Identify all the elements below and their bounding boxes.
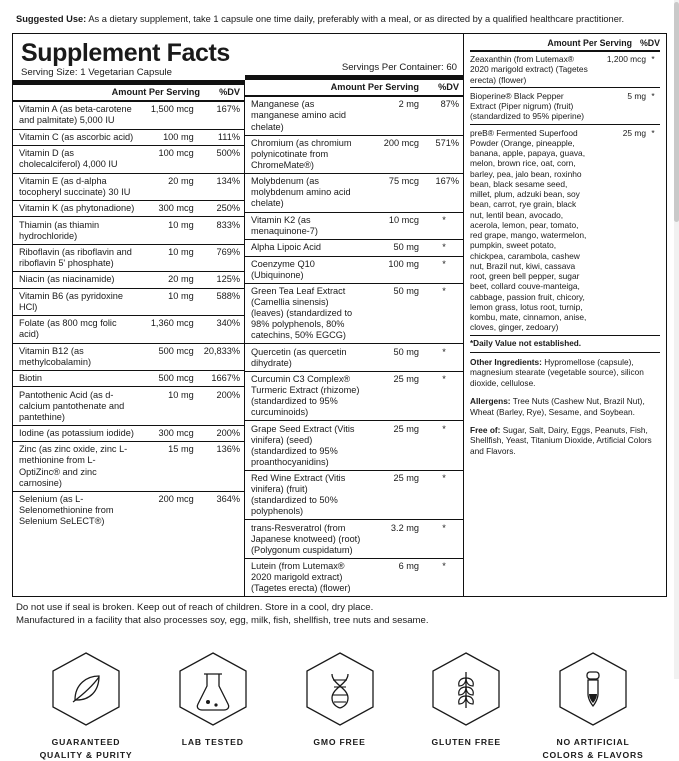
nutrient-name: Vitamin E (as d-alpha tocopheryl succinate) 30 IU <box>13 173 140 200</box>
nutrient-dv: 136% <box>198 442 244 492</box>
nutrient-name: Vitamin B12 (as methylcobalamin) <box>13 343 140 370</box>
footer-line-2: Manufactured in a facility that also processes soy, egg, milk, fish, shellfish, tree nuts and sesame. <box>16 615 429 627</box>
nutrient-name: Vitamin K2 (as menaquinone-7) <box>245 212 365 239</box>
nutrient-dv: 200% <box>198 425 244 441</box>
table-row <box>245 240 463 256</box>
nutrient-dv: 250% <box>198 200 244 216</box>
nutrient-name: Vitamin B6 (as pyridoxine HCl) <box>13 288 140 315</box>
badge-no-artificial <box>537 650 649 761</box>
nutrient-name: Biotin <box>13 370 140 386</box>
nutrient-amount: 300 mcg <box>140 425 198 441</box>
column-c-header-row <box>470 38 660 50</box>
column-b-header-row <box>245 80 463 95</box>
page-title: Supplement Facts <box>21 38 230 67</box>
allergens-text: Tree Nuts (Cashew Nut, Brazil Nut), Wheat (Barley, Rye), Sesame, and Soybean. <box>470 396 645 417</box>
nutrient-name: Curcumin C3 Complex® Turmeric Extract (rhizome) (standardized to 95% curcuminoids) <box>245 371 365 421</box>
nutrient-dv: 125% <box>198 272 244 288</box>
nutrient-name: preB® Fermented Superfood Powder (Orange, pineapple, banana, apple, papaya, guava, melon, brown rice, oat, corn, barley, pea, jalo bean, roxinho bean, black sesame seed, millet, plum, adzuki bean, soy bean, carrot, rye grain, black nut, lentil bean, avocado, acerola, lemon, pear, tomato, red grape, mango, watermelon, pumpkin, sweet potato, chickpea, carambola, cashew nut, Brazil nut, kiwi, cassava root, green bell pepper, sugar beet, collard couve-manteiga, cabbage, passion fruit, chicory, lemon grass, lotus root, turnip, kombu, mate, cinnamon, anise, cloves, ginger, zedoary) <box>470 125 590 336</box>
nutrient-name: Niacin (as niacinamide) <box>13 272 140 288</box>
nutrient-name: Bioperine® Black Pepper Extract (Piper nigrum) (fruit) (standardized to 95% piperine) <box>470 88 590 125</box>
nutrient-name: Coenzyme Q10 (Ubiquinone) <box>245 256 365 283</box>
dna-icon <box>303 650 377 728</box>
badge-label-line1: GMO FREE <box>313 737 366 748</box>
nutrient-amount: 100 mcg <box>140 146 198 173</box>
nutrient-amount: 20 mg <box>140 272 198 288</box>
table-row <box>13 173 244 200</box>
nutrient-name: Selenium (as L-Selenomethionine from Selenium SeLECT®) <box>19 493 114 527</box>
nutrient-amount: 5 mg <box>590 88 646 125</box>
table-row <box>13 387 244 425</box>
table-row <box>13 102 244 129</box>
nutrient-dv: * <box>423 212 463 239</box>
table-row <box>245 174 463 212</box>
nutrient-name: Vitamin A (as beta-carotene and palmitate) 5,000 IU <box>13 102 140 129</box>
scrollbar[interactable] <box>674 0 679 679</box>
dropper-icon <box>556 650 630 728</box>
table-row <box>13 244 244 271</box>
servings-per-container: Servings Per Container: 60 <box>341 61 457 73</box>
nutrient-dv: 200% <box>198 387 244 425</box>
nutrient-dv: 588% <box>198 288 244 315</box>
badge-label-line1: LAB TESTED <box>181 737 244 748</box>
column-c-amount-header: Amount Per Serving <box>547 37 632 48</box>
badge-row <box>12 628 667 761</box>
table-row <box>13 272 244 288</box>
nutrient-amount: 25 mg <box>365 371 423 421</box>
table-row <box>13 217 244 244</box>
badge-label-line1: NO ARTIFICIAL <box>556 737 630 748</box>
nutrient-dv: 571% <box>423 135 463 173</box>
nutrient-dv: * <box>423 371 463 421</box>
column-b-table <box>245 97 463 596</box>
supplement-facts-panel <box>12 33 667 598</box>
table-row <box>13 288 244 315</box>
nutrient-name: Grape Seed Extract (Vitis vinifera) (seed) (standardized to 95% proanthocyanidins) <box>245 421 365 471</box>
nutrient-name: Molybdenum (as molybdenum amino acid chelate) <box>245 174 365 212</box>
nutrient-dv: * <box>423 344 463 371</box>
panel-left <box>13 34 464 597</box>
badge-label <box>30 736 142 761</box>
column-c-table <box>470 52 660 337</box>
table-row <box>245 371 463 421</box>
nutrient-name: Folate (as 800 mcg folic acid) <box>13 316 140 343</box>
nutrient-name: Zinc (as zinc oxide, zinc L-methionine from L-OptiZinc® and zinc carnosine) <box>13 442 140 492</box>
nutrient-name: Zeaxanthin (from Lutemax® 2020 marigold extract) (Tagetes erecta) (flower) <box>470 52 590 88</box>
leaf-icon <box>49 650 123 728</box>
nutrient-name: Chromium (as chromium polynicotinate from ChromeMate®) <box>245 135 365 173</box>
nutrient-dv: * <box>423 470 463 520</box>
column-b-dv-header: %DV <box>438 82 459 93</box>
allergens <box>470 392 660 421</box>
nutrient-name: Alpha Lipoic Acid <box>245 240 365 256</box>
table-row <box>245 283 463 344</box>
nutrient-column-b <box>245 61 463 597</box>
nutrient-name: Thiamin (as thiamin hydrochloride) <box>13 217 140 244</box>
table-row <box>13 343 244 370</box>
free-of <box>470 421 660 460</box>
nutrient-amount: 500 mcg <box>140 343 198 370</box>
column-a-table <box>13 102 244 529</box>
badge-label <box>410 736 522 748</box>
table-row <box>13 442 244 492</box>
table-row <box>245 520 463 558</box>
nutrient-name: Green Tea Leaf Extract (Camellia sinensis) (leaves) (standardized to 98% polyphenols, 80% catechins, 50% EGCG) <box>245 283 365 344</box>
column-a-amount-header: Amount Per Serving <box>111 87 200 98</box>
nutrient-name: Pantothenic Acid (as d-calcium pantothenate and pantethine) <box>13 387 140 425</box>
free-of-text: Sugar, Salt, Dairy, Eggs, Peanuts, Fish, Shellfish, Yeast, Titanium Dioxide, Artificial Colors and Flavors. <box>470 424 652 456</box>
allergens-label: Allergens: <box>470 396 511 407</box>
suggested-use-text: As a dietary supplement, take 1 capsule one time daily, preferably with a meal, or as directed by a qualified healthcare practitioner. <box>86 14 625 24</box>
nutrient-dv: 134% <box>198 173 244 200</box>
table-row <box>245 470 463 520</box>
nutrient-amount: 10 mg <box>140 217 198 244</box>
wheat-icon <box>429 650 503 728</box>
nutrient-column-a <box>13 80 245 597</box>
free-of-label: Free of: <box>470 424 501 435</box>
nutrient-dv: 364% <box>216 493 240 504</box>
nutrient-amount: 200 mcg <box>158 493 194 504</box>
badge-label <box>537 736 649 761</box>
table-row <box>13 370 244 386</box>
nutrient-name: Vitamin D (as cholecalciferol) 4,000 IU <box>13 146 140 173</box>
table-row <box>13 146 244 173</box>
nutrient-amount: 3.2 mg <box>365 520 423 558</box>
nutrient-dv: 1667% <box>198 370 244 386</box>
nutrient-name: Iodine (as potassium iodide) <box>13 425 140 441</box>
badge-label-line1: GUARANTEED <box>51 737 121 748</box>
other-ingredients-text: Hypromellose (capsule), magnesium stearate (vegetable source), silicon dioxide, cellulose. <box>470 357 644 388</box>
badge-label-line2: QUALITY & PURITY <box>39 749 133 760</box>
nutrient-dv: 167% <box>423 174 463 212</box>
scrollbar-thumb[interactable] <box>674 2 679 222</box>
nutrient-dv: 833% <box>198 217 244 244</box>
nutrient-dv: 340% <box>198 316 244 343</box>
nutrient-name: Red Wine Extract (Vitis vinifera) (fruit) (standardized to 50% polyphenols) <box>245 470 365 520</box>
nutrient-amount: 15 mg <box>140 442 198 492</box>
nutrient-amount: 10 mg <box>140 387 198 425</box>
nutrient-dv: * <box>646 52 660 88</box>
nutrient-amount: 10 mg <box>140 244 198 271</box>
table-row <box>470 88 660 125</box>
footer-notes <box>12 597 667 628</box>
nutrient-name: Quercetin (as quercetin dihydrate) <box>245 344 365 371</box>
nutrient-name: Manganese (as manganese amino acid chelate) <box>245 97 365 135</box>
nutrient-dv: * <box>646 88 660 125</box>
nutrient-amount: 1,200 mcg <box>590 52 646 88</box>
nutrient-amount: 100 mg <box>365 256 423 283</box>
nutrient-dv: * <box>442 561 446 572</box>
nutrient-amount: 10 mg <box>140 288 198 315</box>
other-ingredients <box>470 353 660 392</box>
nutrient-amount: 1,500 mcg <box>140 102 198 129</box>
table-row <box>13 491 244 529</box>
nutrient-amount: 100 mg <box>140 129 198 145</box>
table-row <box>470 52 660 88</box>
suggested-use-label: Suggested Use: <box>16 14 87 24</box>
table-row <box>245 344 463 371</box>
badge-guaranteed-quality <box>30 650 142 761</box>
nutrient-amount: 1,360 mcg <box>140 316 198 343</box>
flask-icon <box>176 650 250 728</box>
table-row <box>245 212 463 239</box>
table-row <box>13 129 244 145</box>
nutrient-amount: 25 mg <box>365 470 423 520</box>
nutrient-name: trans-Resveratrol (from Japanese knotweed) (root) (Polygonum cuspidatum) <box>245 520 365 558</box>
nutrient-dv: 769% <box>198 244 244 271</box>
badge-label <box>284 736 396 748</box>
nutrient-dv: 87% <box>423 97 463 135</box>
nutrient-amount: 50 mg <box>365 344 423 371</box>
nutrient-amount: 200 mcg <box>365 135 423 173</box>
nutrient-dv: * <box>423 256 463 283</box>
nutrient-amount: 25 mg <box>365 421 423 471</box>
nutrient-dv: 500% <box>198 146 244 173</box>
nutrient-name: Lutein (from Lutemax® 2020 marigold extract) (Tagetes erecta) (flower) <box>251 561 351 594</box>
nutrient-amount: 500 mcg <box>140 370 198 386</box>
table-row <box>13 425 244 441</box>
nutrient-dv: * <box>423 240 463 256</box>
nutrient-amount: 2 mg <box>365 97 423 135</box>
nutrient-amount: 50 mg <box>365 283 423 344</box>
table-row <box>245 558 463 596</box>
nutrient-dv: 20,833% <box>198 343 244 370</box>
nutrient-name: Vitamin C (as ascorbic acid) <box>13 129 140 145</box>
nutrient-dv: * <box>423 520 463 558</box>
table-row <box>245 256 463 283</box>
nutrient-dv: 111% <box>198 129 244 145</box>
nutrient-dv: * <box>646 125 660 336</box>
nutrient-amount: 75 mcg <box>365 174 423 212</box>
nutrient-amount: 300 mcg <box>140 200 198 216</box>
table-row <box>245 135 463 173</box>
badge-label-line2: COLORS & FLAVORS <box>542 749 644 760</box>
badge-label <box>157 736 269 748</box>
column-c-dv-header: %DV <box>639 37 660 48</box>
table-row <box>245 97 463 135</box>
table-row <box>13 200 244 216</box>
column-a-header-row <box>13 85 244 100</box>
footer-line-1: Do not use if seal is broken. Keep out of reach of children. Store in a cool, dry place. <box>16 602 374 614</box>
suggested-use <box>12 14 667 33</box>
serving-size: Serving Size: 1 Vegetarian Capsule <box>21 66 172 78</box>
nutrient-name: Riboflavin (as riboflavin and riboflavin 5' phosphate) <box>13 244 140 271</box>
nutrient-dv: * <box>423 421 463 471</box>
column-a-dv-header: %DV <box>219 87 240 98</box>
badge-gluten-free <box>410 650 522 761</box>
column-b-amount-header: Amount Per Serving <box>330 82 419 93</box>
badge-lab-tested <box>157 650 269 761</box>
table-row <box>13 316 244 343</box>
panel-right <box>464 34 666 597</box>
table-row <box>245 421 463 471</box>
nutrient-amount: 25 mg <box>590 125 646 336</box>
nutrient-amount: 6 mg <box>398 561 419 572</box>
nutrient-name: Vitamin K (as phytonadione) <box>13 200 140 216</box>
nutrient-amount: 20 mg <box>140 173 198 200</box>
daily-value-note: *Daily Value not established. <box>470 336 660 353</box>
badge-gmo-free <box>284 650 396 761</box>
nutrient-amount: 50 mg <box>365 240 423 256</box>
nutrient-dv: * <box>423 283 463 344</box>
other-ingredients-label: Other Ingredients: <box>470 357 542 368</box>
nutrient-dv: 167% <box>198 102 244 129</box>
badge-label-line1: GLUTEN FREE <box>431 737 501 748</box>
table-row <box>470 125 660 336</box>
nutrient-amount: 10 mcg <box>365 212 423 239</box>
